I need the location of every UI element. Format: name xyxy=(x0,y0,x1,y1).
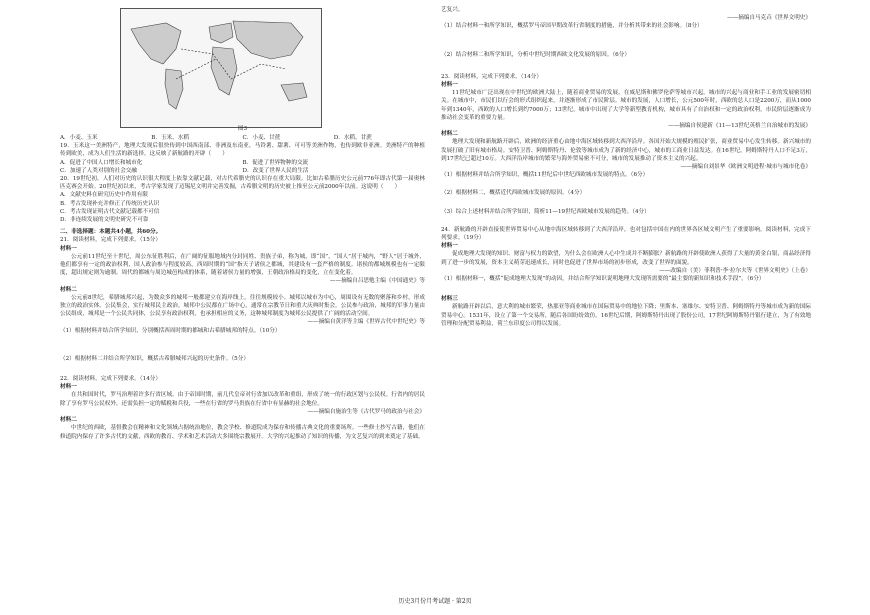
q22-subquestion-2: （2）结合材料二和所学知识，分析中世纪时期西欧文化发展的原因。（6分） xyxy=(441,51,630,58)
q19-options-row1 xyxy=(60,159,425,167)
q19-option-d: D．改变了世界人民的生活 xyxy=(242,167,309,174)
q22-subquestion-1: （1）结合材料一和所学知识，概括罗马帝国早期改革行省制度的措施，并分析其带来的社会影响。（8分） xyxy=(441,23,703,30)
q21-material2-source: ——摘编自黄洋等主编《世界古代中世纪史》等 xyxy=(307,319,425,326)
q22-material1-label: 材料一 xyxy=(60,384,77,391)
q21-subquestion-2: （2）根据材料二并结合所学知识，概括古希腊城邦兴起的历史条件。（5分） xyxy=(60,355,249,362)
q21-title: 21．阅读材料，完成下列要求。（15分） xyxy=(60,237,161,244)
q18-options xyxy=(60,134,425,142)
world-map-figure xyxy=(120,8,322,128)
q18-option-c: C．小麦、甘蔗 xyxy=(242,135,281,141)
q23-material2-label: 材料二 xyxy=(441,131,458,138)
q23-title: 23．阅读材料，完成下列要求。（14分） xyxy=(441,73,542,80)
q22-title: 22．阅读材料，完成下列要求。（14分） xyxy=(60,376,161,383)
q18-option-a: A．小麦、玉米 xyxy=(60,135,98,141)
q18-option-b: B．玉米、水稻 xyxy=(151,135,189,141)
q20-option-a: A．文献史料在研究历史中作用有限 xyxy=(60,192,148,199)
q24-material1-label: 材料一 xyxy=(441,243,458,250)
part2-heading: 二、非选择题：本题共4小题，共60分。 xyxy=(60,229,162,236)
q23-material1-label: 材料一 xyxy=(441,82,458,89)
carryover-source: ——摘编自马克垚《世界文明史》 xyxy=(727,15,811,22)
q21-material1: 公元前11世纪至十世纪，周公东征胜利后，在广阔的征服地域内分封同姓、贵族子弟，称为城，即“国”，“国人”居于城内，“野人”居于城外，他们都享有一定的政治权利，国人政治参与程度较高，西周时期的“国”指天子诸侯之都城，其建设有一套严格的制度。诸侯的都城规模也有一定限度，超出规定则为逾制。周代的都城与周边城邑构成的体系，随着诸侯力量的增强，王朝政治格局的变化，立在变化着。 xyxy=(60,253,425,277)
q21-material1-label: 材料一 xyxy=(60,245,77,252)
q24-material1-source: ——改编自（美）菲利普·李·拉尔夫等《世界文明史》（上卷） xyxy=(659,267,811,274)
q23-material2-source: ——摘编自刘景华《欧洲文明进程·城市与城市化卷》 xyxy=(680,164,811,171)
q21-material1-source: ——摘编自吕思勉主编《中国通史》等 xyxy=(329,278,425,285)
q24-material3-label: 材料三 xyxy=(441,296,458,303)
q19-option-c: C．加速了人类对别的社会交融 xyxy=(60,167,137,174)
q20-option-b: B．考古发现补充并修正了传统历史认识 xyxy=(60,200,160,207)
q23-subquestion-2: （2）根据材料二，概括近代西欧城市发展的原因。（4分） xyxy=(441,190,586,197)
q20-option-c: C．考古发现证明古代文献记载都不可信 xyxy=(60,208,160,215)
q21-subquestion-1: （1）根据材料并结合所学知识，分别概括西周时期的都城和古希腊城邦的特点。（10分） xyxy=(60,327,281,334)
page-footer: 历史3月份月考试题 · 第2页 xyxy=(398,598,472,605)
q24-title: 24．新航路的开辟直接使世界贸易中心从地中海区域转移到了大西洋沿岸，也对包括中国在内的世界各区域文明产生了重要影响。阅读材料，完成下列要求。（19分） xyxy=(441,226,811,242)
q19-option-a: A．促进了中国人口增长和城市化 xyxy=(60,159,143,166)
q24-subquestion-1: （1）根据材料一，概括“促成地理大发现”的动因，并结合所学知识说明地理大发现所需要的“最主要的新知识和技术手段”。（6分） xyxy=(441,276,765,283)
q21-material2-label: 材料二 xyxy=(60,286,77,293)
q20-option-d: D．非连续发展的文明史研究不可靠 xyxy=(60,217,149,224)
q20-stem: 20．19世纪初，人们对历史的认识很大程度上依靠文献记载，对古代希腊史的认识存在重大局限。比如古希腊历史公元前776年即古代第一届奥林匹克赛会开始。20世纪初以来，考古学家发现了迈锡尼文明并完善发掘，古希腊文明的历史被上推至公元前2000年以前。这说明（ ） xyxy=(60,176,425,191)
q19-stem: 19．玉米这一美洲特产，地理大发现后很快传到中国西南部、非洲及东南亚，马铃薯、甜薯、可可等美洲作物，也传到欧非亚洲。美洲特产的种植传到欧美，成为人们生活的新选择。这反映了新航路的开辟（ ） xyxy=(60,143,425,158)
q19-option-b: B．促进了世界物种的交流 xyxy=(242,159,309,166)
q22-material2: 中世纪的西欧，基督教会在精神和文化领域占据统治地位，教会学校、修道院成为保存和传播古典文化的重要场所。一些修士抄写古籍，他们在修道院内保存了许多古代的文献，西欧的教育、学术和艺术活动大多围绕宗教展开。大学的兴起推动了知识的传播，为文艺复兴的到来奠定了基础。 xyxy=(60,425,425,440)
q23-material1: 11世纪城市广泛出现在中世纪的欧洲大陆上，随着商业贸易的发展，在威尼斯和佛罗伦萨等城市兴起。城市的兴起与商业和手工业的发展密切相关。在城市中，市民们以行会的形式组织起来，并逐渐形成了市民阶层。城市的发展，人口增长，公元500年时，西欧的总人口是2200万，而从1000年到1340年，西欧的人口增长到约7000万；13世纪，城市中出现了大学等新型教育机构，城市具有了自治权和一定的政治权利。市民阶层逐渐成为推动社会变革的重要力量。 xyxy=(441,90,811,121)
q23-material1-source: ——摘编自侯建新《11—13世纪英格兰自治城市的发展》 xyxy=(668,123,811,130)
q22-material1-source: ——摘编自施治生等《古代罗马的政治与社会》 xyxy=(307,408,425,415)
q23-subquestion-1: （1）根据材料并结合所学知识，概括11世纪后中世纪西欧城市发展的特点。（6分） xyxy=(441,172,649,179)
figure-caption: 图3 xyxy=(237,126,248,132)
world-map-svg xyxy=(121,9,321,127)
q24-material3: 新航路开辟以后，意大利的城市繁荣，热那亚等商业城市在国际贸易中的地位下降；里斯本、塞维尔、安特卫普、阿姆斯特丹等城市成为新的国际贸易中心。1531年，设立了第一个交易所，随后各国纷纷效仿。16世纪后期，阿姆斯特丹出现了股份公司，17世纪阿姆斯特丹银行建立，为了有效地管理和分配贸易利益，荷兰东印度公司得以发展。 xyxy=(441,304,811,327)
q24-material1: 促成地理大发现的知识、财富与权力的欲望，为什么会在欧洲人心中生成并不断膨胀？新航路的开辟使欧洲人获得了大量的黄金白银，商品经济得到了进一步的发展，资本主义萌芽迅速成长，同时也促进了世界市场的初步形成，改变了世界的面貌。 xyxy=(441,251,811,266)
q19-options-row2 xyxy=(60,167,425,175)
q23-material2: 地理大发现和新航路开辟后，欧洲的经济重心由地中海区域转移到大西洋沿岸。各国开始大规模的殖民扩张，商业贸易中心发生转移。新兴城市的发展打破了旧有城市格局。安特卫普、阿姆斯特丹、伦敦等城市成为了新的经济中心，城市的工商业日益发达。在16世纪，阿姆斯特丹人口不足3万，到17世纪已超过10万。大西洋沿岸城市的繁荣与海外贸易密不可分，城市的发展推动了资本主义的兴起。 xyxy=(441,139,811,162)
q21-material2: 公元前8世纪，希腊城邦兴起，为数众多的城邦一般都建立在海岸线上，往往规模较小。城邦以城市为中心，周围设有无数的聚落和乡村，形成独立的政治实体。公民集会，实行城邦民主政治。城邦中公民都在广场中心，通常在宗教节日和重大庆典时集会。公民参与政治，城邦的军事力量由公民组成，城邦是一个公民共同体，公民享有政治权利，也承担相应的义务，这种城邦制度为城邦公民提供了广阔的活动空间。 xyxy=(60,294,425,318)
carryover-line: 艺复兴。 xyxy=(441,7,464,13)
q18-option-d: D．水稻、甘蔗 xyxy=(333,135,372,141)
q23-subquestion-3: （3）综合上述材料并结合所学知识，简析11—19世纪西欧城市发展的趋势。（4分） xyxy=(441,208,650,215)
q22-material1: 在共和国时代，罗马治理着许多行省区域。由于帝国时期，前几代皇帝对行省加以改革和重组，形成了统一的行政区划与公民权。行省内的居民除了享有罗马公民权外，还需负担一定的赋税和兵役，一些在行省的罗马贵族在行省中有显赫的社会地位。 xyxy=(60,392,425,407)
q22-material2-label: 材料二 xyxy=(60,417,77,424)
